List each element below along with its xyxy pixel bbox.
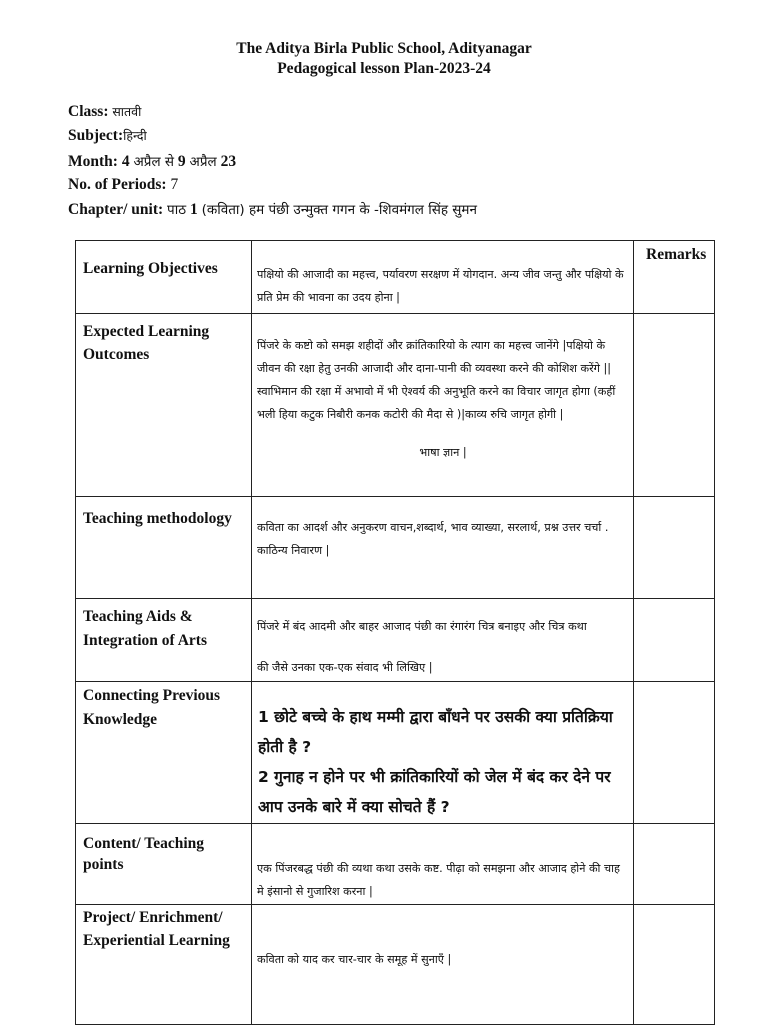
- remarks-cell: [634, 599, 715, 682]
- month-line: [68, 152, 236, 171]
- question-2: 2 गुनाह न होने पर भी क्रांतिकारियों को जेल में बंद कर देने पर आप उनके बारे में क्या सोचते हैं ?: [258, 768, 611, 816]
- row-content: [252, 497, 634, 599]
- question-1: 1 छोटे बच्चे के हाथ मम्मी द्वारा बाँधने पर उसकी क्या प्रतिक्रिया होती है ?: [258, 708, 613, 756]
- month-end-day: 9: [177, 153, 186, 170]
- aids-text-line2: की जैसे उनका एक-एक संवाद भी लिखिए |: [257, 661, 433, 674]
- row-label: Connecting Previous Knowledge: [76, 682, 252, 824]
- subject-label: Subject:: [68, 127, 124, 144]
- row-content: [252, 682, 634, 824]
- table-row: [76, 497, 715, 599]
- objectives-text: पक्षियो की आजादी का महत्त्व, पर्यावरण सरक्षण में योगदान. अन्य जीव जन्तु और पक्षियो के प्रति प्रेम की भावना का उदय होना |: [257, 268, 624, 304]
- row-content: [252, 824, 634, 905]
- school-name: The Aditya Birla Public School, Adityanagar: [236, 40, 532, 57]
- table-row: [76, 824, 715, 905]
- class-label: Class:: [68, 103, 109, 120]
- remarks-cell: [634, 905, 715, 1025]
- chapter-label: Chapter/ unit:: [68, 201, 164, 218]
- month-start-day: 4: [121, 153, 130, 170]
- subject-value: हिन्दी: [123, 128, 147, 143]
- remarks-cell: [634, 314, 715, 497]
- project-text: कविता को याद कर चार-चार के समूह में सुनाएँ |: [257, 953, 452, 966]
- row-label: Project/ Enrichment/ Experiential Learning: [76, 905, 252, 1025]
- table-row: [76, 905, 715, 1025]
- remarks-cell: [634, 682, 715, 824]
- methodology-text: कविता का आदर्श और अनुकरण वाचन,शब्दार्थ, भाव व्याख्या, सरलार्थ, प्रश्न उत्तर चर्चा . काठिन्य निवारण |: [257, 521, 609, 557]
- subject-line: [68, 127, 147, 145]
- plan-title: Pedagogical lesson Plan-2023-24: [277, 60, 491, 77]
- row-label: Learning Objectives: [76, 241, 252, 314]
- month-end-month: अप्रैल: [189, 154, 217, 170]
- outcomes-extra: भाषा ज्ञान |: [419, 446, 467, 459]
- class-line: [68, 103, 141, 121]
- outcomes-text: पिंजरे के कष्टो को समझ शहीदों और क्रांतिकारियो के त्याग का महत्त्व जानेंगे |पक्षियो के जीवन की रक्षा हेतु उनकी आजादी और दाना-पानी की व्यवस्था करने की कोशिश करेंगे ||स्वाभिमान की रक्षा में अभावो में भी ऐश्वर्य की अनुभूति करने का विचार जागृत होगा (कहीं भली हिया कटुक निबौरी कनक कटोरी की मैदा से )|काव्य रुचि जागृत होगी |: [257, 339, 616, 421]
- aids-text-line1: पिंजरे में बंद आदमी और बाहर आजाद पंछी का रंगारंग चित्र बनाइए और चित्र कथा: [257, 620, 587, 633]
- month-start-month: अप्रैल से: [133, 154, 175, 170]
- chapter-line: [68, 200, 477, 219]
- periods-label: No. of Periods:: [68, 176, 167, 193]
- row-content: [252, 905, 634, 1025]
- row-label: Teaching methodology: [76, 497, 252, 599]
- row-content: [252, 241, 634, 314]
- remarks-cell: [634, 497, 715, 599]
- class-value: सातवी: [112, 104, 142, 119]
- table-row: [76, 241, 715, 314]
- row-label: Expected Learning Outcomes: [76, 314, 252, 497]
- chapter-number: 1: [189, 201, 198, 218]
- row-content: [252, 599, 634, 682]
- lesson-plan-table: [75, 240, 715, 1025]
- chapter-prefix: पाठ: [167, 202, 187, 218]
- row-content: [252, 314, 634, 497]
- table-row: [76, 599, 715, 682]
- periods-line: [68, 176, 178, 194]
- content-points-text: एक पिंजरबद्ध पंछी की व्यथा कथा उसके कष्ट. पीढ़ा को समझना और आजाद होने की चाह मे इंसानो से गुजारिश करना |: [257, 862, 620, 898]
- month-label: Month:: [68, 153, 118, 170]
- periods-value: 7: [170, 176, 179, 193]
- table-row: [76, 682, 715, 824]
- row-label: Content/ Teaching points: [76, 824, 252, 905]
- row-label: Teaching Aids & Integration of Arts: [76, 599, 252, 682]
- month-year: 23: [220, 153, 237, 170]
- table-row: [76, 314, 715, 497]
- remarks-cell: [634, 824, 715, 905]
- remarks-header: Remarks: [634, 241, 715, 314]
- chapter-title: (कविता) हम पंछी उन्मुक्त गगन के -शिवमंगल सिंह सुमन: [201, 202, 477, 218]
